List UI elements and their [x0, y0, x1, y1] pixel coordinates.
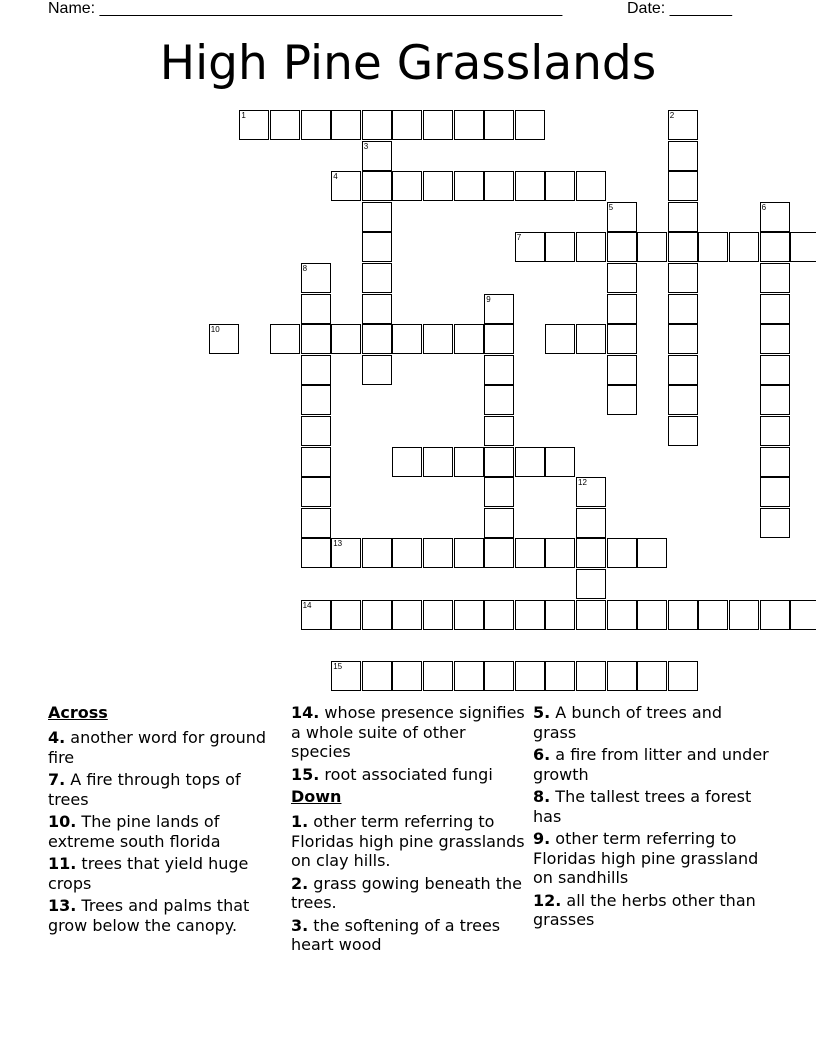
clue-item-number: 11.: [48, 854, 77, 873]
grid-cell[interactable]: [515, 171, 545, 201]
name-field[interactable]: Name: ____________________________________________________: [48, 0, 563, 17]
clues-column-1: [48, 703, 284, 938]
grid-cell[interactable]: [331, 661, 361, 691]
clue-item: [533, 703, 769, 742]
clue-item-number: 5.: [533, 703, 551, 722]
grid-cell[interactable]: [607, 600, 637, 630]
grid-cell[interactable]: [301, 416, 331, 446]
grid-cell[interactable]: [515, 538, 545, 568]
clue-item-number: 14.: [291, 703, 320, 722]
grid-cell[interactable]: [637, 232, 667, 262]
clue-item-text: other term referring to Floridas high pine grassland on sandhills: [533, 829, 759, 887]
grid-cell[interactable]: [576, 538, 606, 568]
grid-cell[interactable]: [301, 294, 331, 324]
grid-cell[interactable]: [331, 171, 361, 201]
grid-cell[interactable]: [668, 232, 698, 262]
clue-item-number: 9.: [533, 829, 551, 848]
grid-cell[interactable]: [423, 110, 453, 140]
clue-item: [533, 829, 769, 888]
grid-cell[interactable]: [545, 600, 575, 630]
grid-cell[interactable]: [484, 324, 514, 354]
down-clue-list-continued: [533, 703, 769, 930]
grid-cell[interactable]: [668, 416, 698, 446]
clue-item: [533, 745, 769, 784]
clue-item-text: A bunch of trees and grass: [533, 703, 723, 742]
clue-item: [291, 812, 527, 871]
grid-cell[interactable]: [423, 600, 453, 630]
grid-cell[interactable]: [301, 324, 331, 354]
grid-cell[interactable]: [515, 661, 545, 691]
grid-cell[interactable]: [484, 447, 514, 477]
clue-item-number: 6.: [533, 745, 551, 764]
clue-number: 6: [761, 202, 767, 212]
clue-number: 15: [333, 661, 343, 671]
grid-cell[interactable]: [423, 447, 453, 477]
grid-cell[interactable]: [484, 416, 514, 446]
grid-cell[interactable]: [760, 202, 790, 232]
clue-item-text: The pine lands of extreme south florida: [48, 812, 221, 851]
grid-cell[interactable]: [576, 600, 606, 630]
grid-cell[interactable]: [362, 294, 392, 324]
clue-item-text: all the herbs other than grasses: [533, 890, 756, 929]
grid-cell[interactable]: [637, 600, 667, 630]
grid-cell[interactable]: [576, 171, 606, 201]
grid-cell[interactable]: [515, 447, 545, 477]
grid-cell[interactable]: [576, 477, 606, 507]
grid-cell[interactable]: [301, 600, 331, 630]
grid-cell[interactable]: [362, 600, 392, 630]
clue-item-text: A fire through tops of trees: [48, 770, 241, 809]
grid-cell[interactable]: [484, 661, 514, 691]
clue-item-number: 10.: [48, 812, 77, 831]
grid-cell[interactable]: [668, 141, 698, 171]
grid-cell[interactable]: [484, 385, 514, 415]
grid-cell[interactable]: [668, 263, 698, 293]
grid-cell[interactable]: [454, 171, 484, 201]
grid-cell[interactable]: [545, 538, 575, 568]
grid-cell[interactable]: [331, 110, 361, 140]
grid-cell[interactable]: [392, 661, 422, 691]
grid-cell[interactable]: [760, 416, 790, 446]
grid-cell[interactable]: [760, 355, 790, 385]
grid-cell[interactable]: [484, 600, 514, 630]
clue-number: 9: [486, 294, 491, 304]
grid-cell[interactable]: [515, 232, 545, 262]
grid-cell[interactable]: [607, 202, 637, 232]
clue-number: 4: [333, 172, 338, 182]
clue-item: [291, 874, 527, 913]
grid-cell[interactable]: [668, 171, 698, 201]
clue-item-text: the softening of a trees heart wood: [291, 915, 501, 954]
clue-item: [533, 891, 769, 930]
clue-number: 13: [333, 539, 343, 549]
grid-cell[interactable]: [668, 202, 698, 232]
clue-item-number: 4.: [48, 728, 66, 747]
grid-cell[interactable]: [362, 141, 392, 171]
grid-cell[interactable]: [209, 324, 239, 354]
clues-column-3: [533, 703, 769, 933]
grid-cell[interactable]: [484, 294, 514, 324]
grid-cell[interactable]: [760, 263, 790, 293]
grid-cell[interactable]: [392, 600, 422, 630]
grid-cell[interactable]: [545, 171, 575, 201]
clue-item: [48, 854, 284, 893]
clue-item-text: The tallest trees a forest has: [533, 787, 752, 826]
grid-cell[interactable]: [607, 538, 637, 568]
grid-cell[interactable]: [729, 600, 759, 630]
grid-cell[interactable]: [790, 232, 816, 262]
down-clue-list: [291, 812, 527, 955]
grid-cell[interactable]: [576, 508, 606, 538]
grid-cell[interactable]: [668, 661, 698, 691]
clue-item-text: grass gowing beneath the trees.: [291, 873, 523, 912]
grid-cell[interactable]: [668, 385, 698, 415]
grid-cell[interactable]: [698, 600, 728, 630]
grid-cell[interactable]: [484, 508, 514, 538]
grid-cell[interactable]: [362, 202, 392, 232]
clue-item-number: 1.: [291, 812, 309, 831]
grid-cell[interactable]: [362, 171, 392, 201]
clue-item-text: trees that yield huge crops: [48, 854, 249, 893]
grid-cell[interactable]: [270, 324, 300, 354]
across-clue-list-continued: [291, 703, 527, 784]
grid-cell[interactable]: [301, 263, 331, 293]
across-clue-list: [48, 728, 284, 935]
clue-number: 12: [578, 478, 587, 488]
grid-cell[interactable]: [423, 661, 453, 691]
grid-cell[interactable]: [668, 294, 698, 324]
clue-item-text: a fire from litter and under growth: [533, 745, 769, 784]
grid-cell[interactable]: [637, 538, 667, 568]
clue-item: [48, 770, 284, 809]
grid-cell[interactable]: [362, 110, 392, 140]
clue-item-number: 8.: [533, 787, 551, 806]
clue-item-text: whose presence signifies a whole suite of other species: [291, 703, 525, 761]
grid-cell[interactable]: [484, 538, 514, 568]
grid-cell[interactable]: [331, 324, 361, 354]
grid-cell[interactable]: [545, 232, 575, 262]
clue-item-text: another word for ground fire: [48, 728, 267, 767]
page-title: High Pine Grasslands: [159, 36, 657, 91]
grid-cell[interactable]: [576, 232, 606, 262]
grid-cell[interactable]: [760, 600, 790, 630]
grid-cell[interactable]: [668, 600, 698, 630]
clue-number: 14: [302, 600, 312, 610]
grid-cell[interactable]: [607, 294, 637, 324]
grid-cell[interactable]: [454, 538, 484, 568]
clues-column-2: [291, 703, 527, 958]
grid-cell[interactable]: [790, 600, 816, 630]
grid-cell[interactable]: [331, 600, 361, 630]
clue-item: [48, 728, 284, 767]
clue-item: [291, 765, 527, 785]
grid-cell[interactable]: [515, 110, 545, 140]
grid-cell[interactable]: [362, 324, 392, 354]
grid-cell[interactable]: [454, 110, 484, 140]
clue-number: 10: [210, 325, 220, 335]
grid-cell[interactable]: [392, 538, 422, 568]
grid-cell[interactable]: [607, 232, 637, 262]
clue-number: 8: [302, 264, 308, 273]
grid-cell[interactable]: [698, 232, 728, 262]
grid-cell[interactable]: [760, 294, 790, 324]
clue-number: 5: [608, 202, 614, 212]
clue-item: [533, 787, 769, 826]
grid-cell[interactable]: [392, 110, 422, 140]
clue-item-number: 7.: [48, 770, 66, 789]
grid-cell[interactable]: [454, 661, 484, 691]
grid-cell[interactable]: [301, 538, 331, 568]
grid-cell[interactable]: [301, 385, 331, 415]
clue-number: 7: [516, 233, 522, 243]
grid-cell[interactable]: [484, 110, 514, 140]
grid-cell[interactable]: [423, 324, 453, 354]
clue-item-number: 2.: [291, 873, 309, 893]
grid-cell[interactable]: [454, 447, 484, 477]
grid-cell[interactable]: [362, 538, 392, 568]
grid-cell[interactable]: [760, 447, 790, 477]
clue-item-text: other term referring to Floridas high pine grasslands on clay hills.: [291, 812, 525, 870]
grid-cell[interactable]: [545, 661, 575, 691]
grid-cell[interactable]: [362, 263, 392, 293]
across-heading: Across: [48, 703, 108, 722]
clue-number: 2: [669, 111, 675, 120]
grid-cell[interactable]: [423, 171, 453, 201]
clue-item-number: 15.: [291, 764, 320, 784]
grid-cell[interactable]: [607, 355, 637, 385]
grid-cell[interactable]: [301, 508, 331, 538]
grid-cell[interactable]: [362, 232, 392, 262]
grid-cell[interactable]: [239, 110, 269, 140]
grid-cell[interactable]: [668, 110, 698, 140]
grid-cell[interactable]: [760, 385, 790, 415]
grid-cell[interactable]: [301, 110, 331, 140]
clue-item-text: root associated fungi: [319, 764, 493, 784]
grid-cell[interactable]: [454, 324, 484, 354]
grid-cell[interactable]: [301, 355, 331, 385]
grid-cell[interactable]: [362, 661, 392, 691]
grid-cell[interactable]: [270, 110, 300, 140]
grid-cell[interactable]: [331, 538, 361, 568]
grid-cell[interactable]: [760, 232, 790, 262]
grid-cell[interactable]: [423, 538, 453, 568]
grid-cell[interactable]: [392, 447, 422, 477]
grid-cell[interactable]: [607, 263, 637, 293]
grid-cell[interactable]: [301, 477, 331, 507]
date-field[interactable]: Date: _______: [627, 0, 732, 17]
grid-cell[interactable]: [576, 569, 606, 599]
clue-item: [291, 703, 527, 762]
clue-number: 3: [363, 141, 369, 151]
grid-cell[interactable]: [607, 661, 637, 691]
grid-cell[interactable]: [392, 171, 422, 201]
clue-item: [291, 916, 527, 955]
grid-cell[interactable]: [484, 171, 514, 201]
grid-cell[interactable]: [637, 661, 667, 691]
grid-cell[interactable]: [484, 355, 514, 385]
clue-item-number: 13.: [48, 896, 77, 915]
grid-cell[interactable]: [545, 324, 575, 354]
grid-cell[interactable]: [545, 447, 575, 477]
grid-cell[interactable]: [576, 661, 606, 691]
grid-cell[interactable]: [392, 324, 422, 354]
grid-cell[interactable]: [515, 600, 545, 630]
grid-cell[interactable]: [484, 477, 514, 507]
grid-cell[interactable]: [760, 508, 790, 538]
clue-item-number: 3.: [291, 915, 309, 935]
grid-cell[interactable]: [760, 477, 790, 507]
clue-item: [48, 896, 284, 935]
grid-cell[interactable]: [362, 355, 392, 385]
grid-cell[interactable]: [576, 324, 606, 354]
down-heading: Down: [291, 787, 342, 806]
grid-cell[interactable]: [454, 600, 484, 630]
clue-item-text: Trees and palms that grow below the canopy.: [48, 896, 250, 935]
grid-cell[interactable]: [607, 385, 637, 415]
grid-cell[interactable]: [729, 232, 759, 262]
grid-cell[interactable]: [760, 324, 790, 354]
grid-cell[interactable]: [607, 324, 637, 354]
grid-cell[interactable]: [301, 447, 331, 477]
clue-number: 1: [241, 111, 246, 120]
clue-item-number: 12.: [533, 890, 562, 910]
grid-cell[interactable]: [668, 355, 698, 385]
grid-cell[interactable]: [668, 324, 698, 354]
clue-item: [48, 812, 284, 851]
